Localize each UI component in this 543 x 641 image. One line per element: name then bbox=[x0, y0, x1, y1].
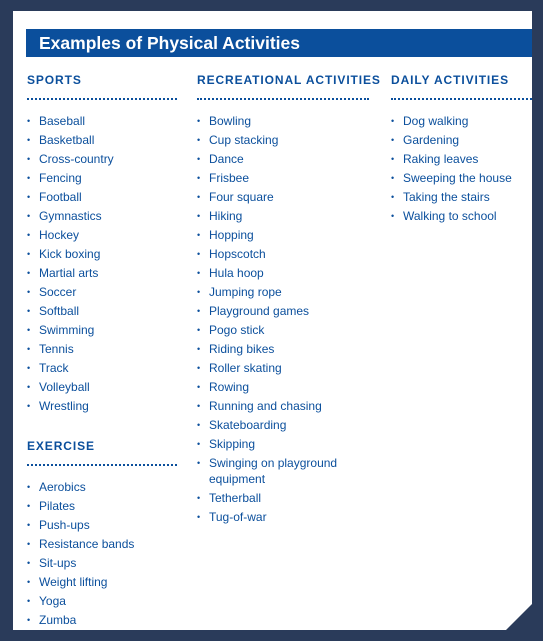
list-item: • Hockey bbox=[27, 227, 177, 243]
list-item: • Hiking bbox=[197, 208, 369, 224]
list-item: • Martial arts bbox=[27, 265, 177, 281]
list-item: • Football bbox=[27, 189, 177, 205]
list-exercise bbox=[27, 479, 177, 628]
list-item: • Aerobics bbox=[27, 479, 177, 495]
list-item: • Dance bbox=[197, 151, 369, 167]
list-item: • Soccer bbox=[27, 284, 177, 300]
list-item: • Swinging on playground equipment bbox=[197, 455, 369, 487]
list-item: • Skipping bbox=[197, 436, 369, 452]
dotted-divider bbox=[197, 98, 369, 100]
column-recreational bbox=[197, 73, 381, 528]
list-item: • Weight lifting bbox=[27, 574, 177, 590]
list-item: • Sweeping the house bbox=[391, 170, 532, 186]
section-exercise bbox=[27, 439, 177, 628]
dotted-divider bbox=[27, 98, 177, 100]
dotted-divider bbox=[391, 98, 532, 100]
list-item: • Yoga bbox=[27, 593, 177, 609]
list-item: • Cup stacking bbox=[197, 132, 369, 148]
column-sports-exercise bbox=[27, 73, 177, 630]
list-item: • Cross-country bbox=[27, 151, 177, 167]
list-item: • Four square bbox=[197, 189, 369, 205]
list-item: • Rowing bbox=[197, 379, 369, 395]
list-item: • Bowling bbox=[197, 113, 369, 129]
list-item: • Jumping rope bbox=[197, 284, 369, 300]
list-item: • Resistance bands bbox=[27, 536, 177, 552]
list-item: • Tug-of-war bbox=[197, 509, 369, 525]
folded-corner bbox=[506, 604, 532, 630]
list-item: • Softball bbox=[27, 303, 177, 319]
list-item: • Wrestling bbox=[27, 398, 177, 414]
list-item: • Tennis bbox=[27, 341, 177, 357]
title-banner bbox=[26, 29, 532, 57]
list-item: • Tetherball bbox=[197, 490, 369, 506]
list-item: • Zumba bbox=[27, 612, 177, 628]
list-sports bbox=[27, 113, 177, 414]
list-item: • Hopping bbox=[197, 227, 369, 243]
list-item: • Raking leaves bbox=[391, 151, 532, 167]
section-heading-sports: SPORTS bbox=[27, 73, 82, 87]
list-item: • Dog walking bbox=[391, 113, 532, 129]
activities-card bbox=[13, 11, 532, 630]
list-item: • Push-ups bbox=[27, 517, 177, 533]
list-item: • Volleyball bbox=[27, 379, 177, 395]
list-item: • Sit-ups bbox=[27, 555, 177, 571]
list-item: • Gymnastics bbox=[27, 208, 177, 224]
list-item: • Baseball bbox=[27, 113, 177, 129]
list-item: • Playground games bbox=[197, 303, 369, 319]
list-item: • Roller skating bbox=[197, 360, 369, 376]
list-daily bbox=[391, 113, 532, 224]
section-heading-exercise: EXERCISE bbox=[27, 439, 95, 453]
list-item: • Running and chasing bbox=[197, 398, 369, 414]
list-item: • Frisbee bbox=[197, 170, 369, 186]
page-title: Examples of Physical Activities bbox=[39, 33, 300, 53]
list-item: • Hopscotch bbox=[197, 246, 369, 262]
column-daily bbox=[391, 73, 532, 227]
list-item: • Taking the stairs bbox=[391, 189, 532, 205]
list-item: • Pilates bbox=[27, 498, 177, 514]
list-item: • Track bbox=[27, 360, 177, 376]
section-heading-daily: DAILY ACTIVITIES bbox=[391, 73, 509, 87]
list-item: • Basketball bbox=[27, 132, 177, 148]
section-heading-recreational: RECREATIONAL ACTIVITIES bbox=[197, 73, 381, 87]
list-item: • Hula hoop bbox=[197, 265, 369, 281]
list-item: • Skateboarding bbox=[197, 417, 369, 433]
list-item: • Riding bikes bbox=[197, 341, 369, 357]
list-item: • Fencing bbox=[27, 170, 177, 186]
list-item: • Pogo stick bbox=[197, 322, 369, 338]
list-item: • Gardening bbox=[391, 132, 532, 148]
list-item: • Walking to school bbox=[391, 208, 532, 224]
dotted-divider bbox=[27, 464, 177, 466]
list-item: • Kick boxing bbox=[27, 246, 177, 262]
list-item: • Swimming bbox=[27, 322, 177, 338]
list-recreational bbox=[197, 113, 369, 525]
